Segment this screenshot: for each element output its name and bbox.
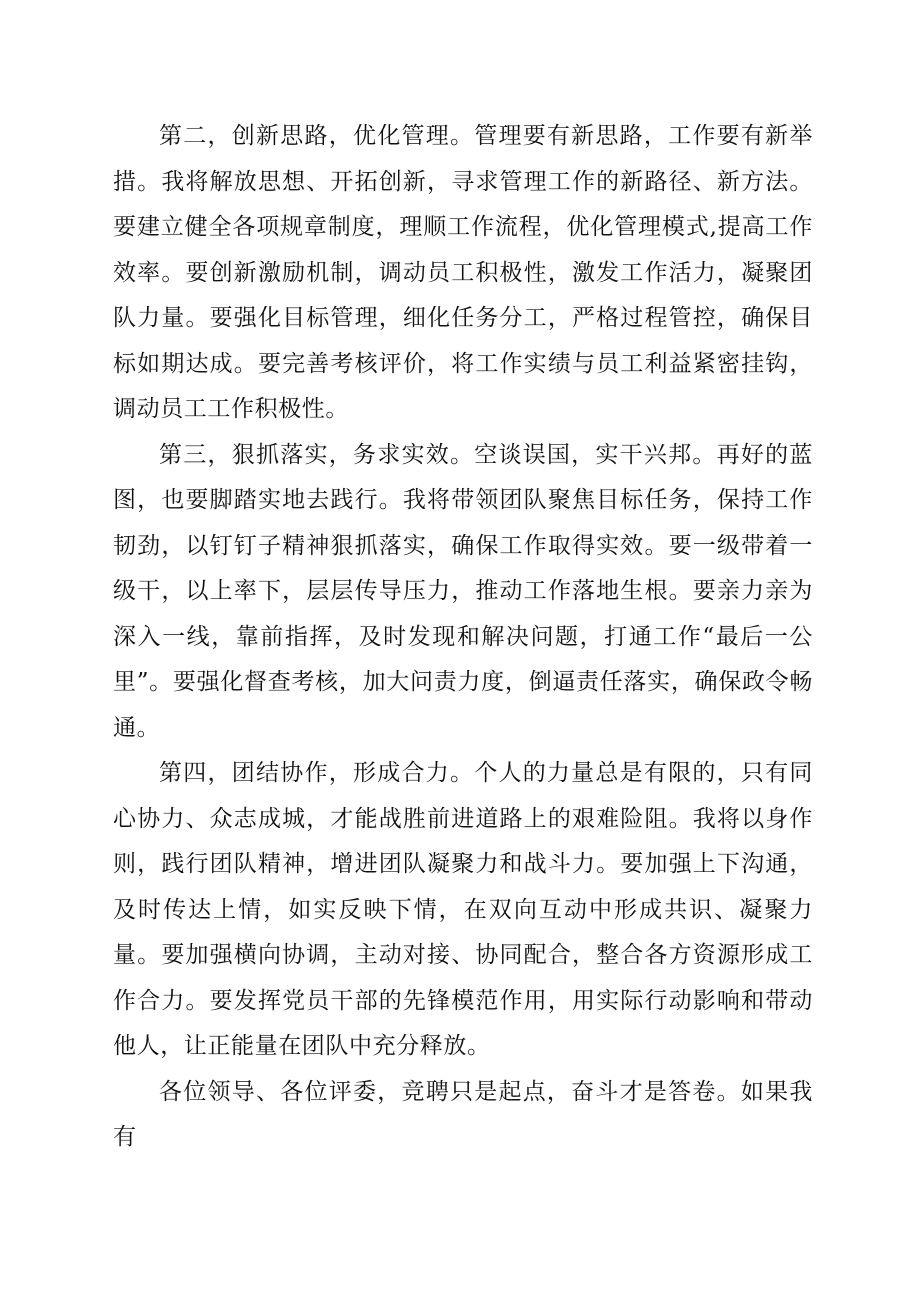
document-body — [113, 114, 813, 1161]
paragraph-closing: 各位领导、各位评委，竞聘只是起点，奋斗才是答卷。如果我有 — [113, 1078, 813, 1150]
paragraph-innovation-management: 第二，创新思路，优化管理。管理要有新思路，工作要有新举措。我将解放思想、开拓创新，寻求管理工作的新路径、新方法。要建立健全各项规章制度，理顺工作流程，优化管理模式,提高工作效率。要创新激励机制，调动员工积极性，激发工作活力，凝聚团队力量。要强化目标管理，细化任务分工，严格过程管控，确保目标如期达成。要完善考核评价，将工作实绩与员工利益紧密挂钩，调动员工工作积极性。 — [113, 123, 813, 422]
paragraph-implementation: 第三，狠抓落实，务求实效。空谈误国，实干兴邦。再好的蓝图，也要脚踏实地去践行。我将带领团队聚焦目标任务，保持工作韧劲，以钉钉子精神狠抓落实，确保工作取得实效。要一级带着一级干，以上率下，层层传导压力，推动工作落地生根。要亲力亲为深入一线，靠前指挥，及时发现和解决问题，打通工作“最后一公里”。要强化督查考核，加大问责力度，倒逼责任落实，确保政令畅通。 — [113, 441, 813, 741]
paragraph-teamwork: 第四，团结协作，形成合力。个人的力量总是有限的，只有同心协力、众志成城，才能战胜前进道路上的艰难险阻。我将以身作则，践行团队精神，增进团队凝聚力和战斗力。要加强上下沟通，及时传达上情，如实反映下情，在双向互动中形成共识、凝聚力量。要加强横向协调，主动对接、协同配合，整合各方资源形成工作合力。要发挥党员干部的先锋模范作用，用实际行动影响和带动他人，让正能量在团队中充分释放。 — [113, 760, 813, 1059]
